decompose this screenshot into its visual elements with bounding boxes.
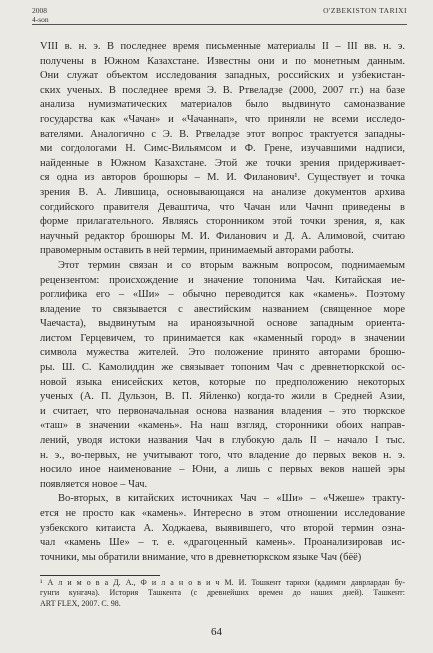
footnote-line: ART FLEX, 2007. С. 98. [40,598,121,608]
body-line: зрения В. А. Лившица, основывающаяся на анализе документов архива [40,186,405,198]
body-line: лений, уводя истоки названия Чач в глубокую даль II – начало I тыс. [40,435,405,447]
body-line: ских ученых. В последнее время Э. В. Ртвеладзе (2000, 2007 гг.) на базе [40,84,405,96]
header-journal-title: O'ZBEKISTON TARIXI [323,6,407,15]
paragraph-first-line: Во-вторых, в китайских источниках Чач – «Ши» – «Чжеше» тракту- [58,493,405,505]
body-line: узбекского китаиста А. Ходжаева, выявившего, что второй термин озна- [40,522,405,534]
body-line: ется не просто как «камень». Интересно в этом отношении исследование [40,508,405,519]
footnote [40,578,405,609]
body-line: научный редактор брошюры М. И. Филанович и Д. А. Алимовой, считаю [40,230,405,242]
body-line: новой языка енисейских кетов, которые по предположению некоторых [40,376,405,388]
body-line: роглифика его – «Ши» – обычно переводится как «камень». Поэтому [40,289,405,301]
header-issue: 4-son [32,15,49,24]
body-line: чал «камень Ше» – т. е. «драгоценный камень». Проанализировав ис- [40,537,405,549]
body-line: и считает, что первоначальная основа названия владения – это тюркское [40,405,405,417]
body-line: «таш» в значении «камень». На наш взгляд, сторонники обоих направ- [40,420,405,432]
body-line: появляется новое – Чач. [40,478,148,490]
body-line: н. э., во-первых, не учитывают того, что владение до первых веков н. э. [40,449,405,461]
body-line: символа мужества жителей. Это положение принято авторами брошю- [40,347,405,359]
body-line: листом Герцевичем, то принимается как «каменный город» в значении [40,332,405,344]
body-line: вателями. Аналогично с Э. В. Ртвеладзе этот вопрос трактуется западны- [40,128,405,140]
body-line: правомерным оставить в ней термин, принимаемый авторами работы. [40,245,354,257]
body-line: точники, мы обратили внимание, что в древнетюркском языке Чач (бёё) [40,551,362,563]
header-year: 2008 [32,6,47,15]
footnote-line: гунги кунгача). История Ташкента (с древнейших времен до наших дней). Ташкент: [40,588,405,598]
body-line: ученых (А. П. Дульзон, В. П. Яйленко) когда-то жили в Средней Азии, [40,391,405,403]
body-line: согдийского правителя Деваштича, что Чачан или Чачнп приведены в [40,201,405,213]
footnote-rule [40,575,160,576]
running-header [32,6,407,30]
body-line: найденные в Южном Казахстане. Этой же точки зрения придерживает- [40,157,405,169]
body-line: Чаечаста), выдвинутым на ираноязычной основе западным ориента- [40,318,405,330]
body-line: рецензентом: происхождение и значение топонима Чач. Китайская ие- [40,274,405,286]
footnote-line: ¹ А л и м о в а Д. А., Ф и л а н о в и ч М. И. Тошкент тарихи (қадимги даврлардан бу- [40,578,405,587]
body-line: получены в Южном Казахстане. Известны они и по монетным данным. [40,55,405,67]
body-line: ся одна из авторов брошюры – М. И. Филанович¹. Существует и точка [40,172,405,184]
body-line: государства как «Чачан» и «Чачаннап», что приняли не всеми исследо- [40,113,405,125]
paragraph-first-line: Этот термин связан и со вторым важным вопросом, поднимаемым [58,259,405,271]
body-text [40,40,405,565]
body-line: анализа нумизматических материалов было выдвинуто самоназвание [40,99,405,111]
body-line: VIII в. н. э. В последнее время письменные материалы II – III вв. н. э. [40,41,405,52]
header-rule [32,24,407,25]
body-line: форме прилагательного. Являясь сторонником этой точки зрения, я, как [40,216,405,228]
body-line: носило иное наименование – Юни, а лишь с первых веков нашей эры [40,464,405,476]
body-line: ми согдологами Н. Симс-Вильямсом и Ф. Гренe, изучавшими надписи, [40,143,405,155]
body-line: владение то связывается с авестийским названием (священное море [40,303,405,315]
body-line: Они служат объектом исследования западных, российских и узбекистан- [40,70,405,82]
page-number: 64 [211,626,222,638]
body-line: ры. Ш. С. Камолиддин же связывает топоним Чач с древнетюркской ос- [40,362,405,374]
